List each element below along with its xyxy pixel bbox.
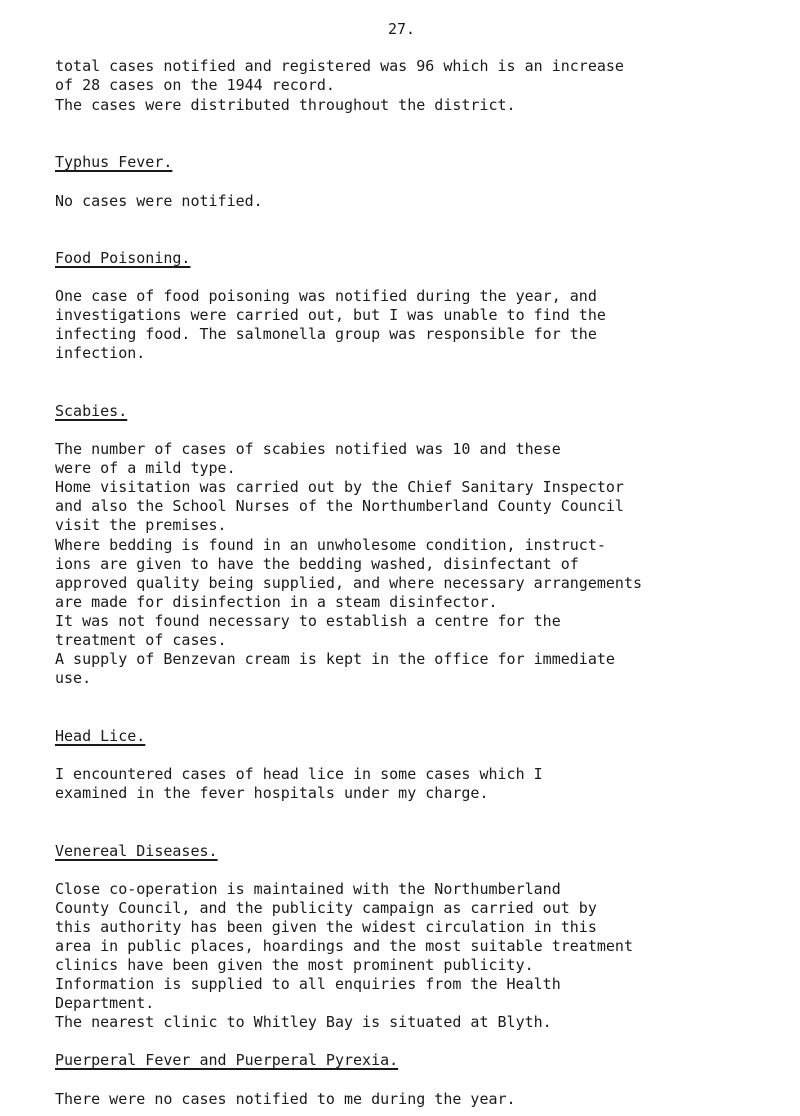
text-line: It was not found necessary to establish a centre for the (55, 612, 561, 630)
text-line: examined in the fever hospitals under my charge. (55, 784, 489, 802)
text-line: Information is supplied to all enquiries from the Health (55, 975, 561, 993)
text-line: this authority has been given the widest circulation in this (55, 918, 597, 936)
page-number: 27. (388, 20, 416, 38)
text-line: treatment of cases. (55, 631, 227, 649)
text-line: total cases notified and registered was 96 which is an increase (55, 57, 624, 75)
section-heading-puerperal: Puerperal Fever and Puerperal Pyrexia. (55, 1051, 399, 1069)
text-line: Department. (55, 994, 155, 1012)
text-line: One case of food poisoning was notified during the year, and (55, 287, 597, 305)
text-line: The nearest clinic to Whitley Bay is situated at Blyth. (55, 1013, 552, 1031)
section-heading-venereal: Venereal Diseases. (55, 842, 218, 860)
text-line: I encountered cases of head lice in some cases which I (55, 765, 543, 783)
text-line: are made for disinfection in a steam disinfector. (55, 593, 498, 611)
text-line: Close co-operation is maintained with the Northumberland (55, 880, 561, 898)
text-line: use. (55, 669, 92, 687)
text-line: No cases were notified. (55, 192, 263, 210)
text-line: approved quality being supplied, and where necessary arrangements (55, 574, 642, 592)
text-line: infecting food. The salmonella group was responsible for the (55, 325, 597, 343)
text-line: visit the premises. (55, 516, 227, 534)
text-line: of 28 cases on the 1944 record. (55, 76, 335, 94)
text-line: area in public places, hoardings and the most suitable treatment (55, 937, 633, 955)
text-line: clinics have been given the most prominent publicity. (55, 956, 534, 974)
text-line: There were no cases notified to me during the year. (55, 1090, 516, 1108)
section-heading-typhus: Typhus Fever. (55, 153, 173, 171)
section-heading-food-poisoning: Food Poisoning. (55, 249, 191, 267)
text-line: ions are given to have the bedding washed, disinfectant of (55, 555, 579, 573)
text-line: infection. (55, 344, 146, 362)
text-line: investigations were carried out, but I was unable to find the (55, 306, 606, 324)
text-line: The cases were distributed throughout the district. (55, 96, 516, 114)
section-heading-scabies: Scabies. (55, 402, 128, 420)
section-heading-head-lice: Head Lice. (55, 727, 146, 745)
text-line: County Council, and the publicity campaign as carried out by (55, 899, 597, 917)
text-line: were of a mild type. (55, 459, 236, 477)
text-line: Where bedding is found in an unwholesome condition, instruct- (55, 536, 606, 554)
text-line: The number of cases of scabies notified was 10 and these (55, 440, 561, 458)
text-line: and also the School Nurses of the Northumberland County Council (55, 497, 624, 515)
text-line: Home visitation was carried out by the Chief Sanitary Inspector (55, 478, 624, 496)
text-line: A supply of Benzevan cream is kept in the office for immediate (55, 650, 615, 668)
